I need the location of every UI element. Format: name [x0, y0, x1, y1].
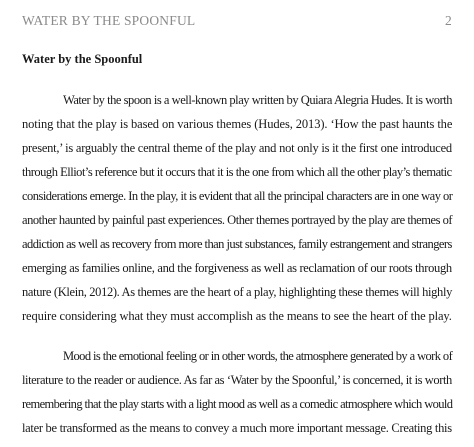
- paragraph-1-line: addiction as well as recovery from more than just substances, family estrangement and strangers: [22, 237, 452, 251]
- paragraph-2-line: literature to the reader or audience. As far as ‘Water by the Spoonful,’ is concerned, it is worth: [22, 373, 452, 387]
- paragraph-1-line: through Elliot’s reference but it occurs that it is the one from which all the other play’s thematic: [22, 165, 452, 179]
- paragraph-2-line: later be transformed as the means to convey a much more important message. Creating this: [22, 421, 452, 435]
- page-number: 2: [445, 13, 452, 28]
- paragraph-1-line: considerations emerge. In the play, it is evident that all the principal characters are in one way or: [22, 189, 453, 203]
- paragraph-1-line: nature (Klein, 2012). As themes are the heart of a play, highlighting these themes will highly: [22, 285, 452, 299]
- paragraph-1-line: require considering what they must accomplish as the means to see the heart of the play.: [22, 309, 452, 323]
- paragraph-1-line: emerging as families online, and the forgiveness as well as reclamation of our roots through: [22, 261, 452, 275]
- paragraph-1-line: Water by the spoon is a well-known play written by Quiara Alegria Hudes. It is worth: [63, 93, 453, 107]
- running-head-title: WATER BY THE SPOONFUL: [22, 13, 196, 28]
- paragraph-1-line: present,’ is arguably the central theme of the play and not only is it the first one introduced: [22, 141, 452, 155]
- paragraph-2-line: Mood is the emotional feeling or in other words, the atmosphere generated by a work of: [63, 349, 453, 363]
- paragraph-2-line: remembering that the play starts with a light mood as well as a comedic atmosphere which would: [22, 397, 453, 411]
- document-title: Water by the Spoonful: [22, 52, 143, 66]
- running-header: [22, 13, 452, 33]
- paragraph-1-line: another haunted by painful past experiences. Other themes portrayed by the play are themes of: [22, 213, 453, 227]
- paragraph-1-line: noting that the play is based on various themes (Hudes, 2013). ‘How the past haunts the: [22, 117, 453, 131]
